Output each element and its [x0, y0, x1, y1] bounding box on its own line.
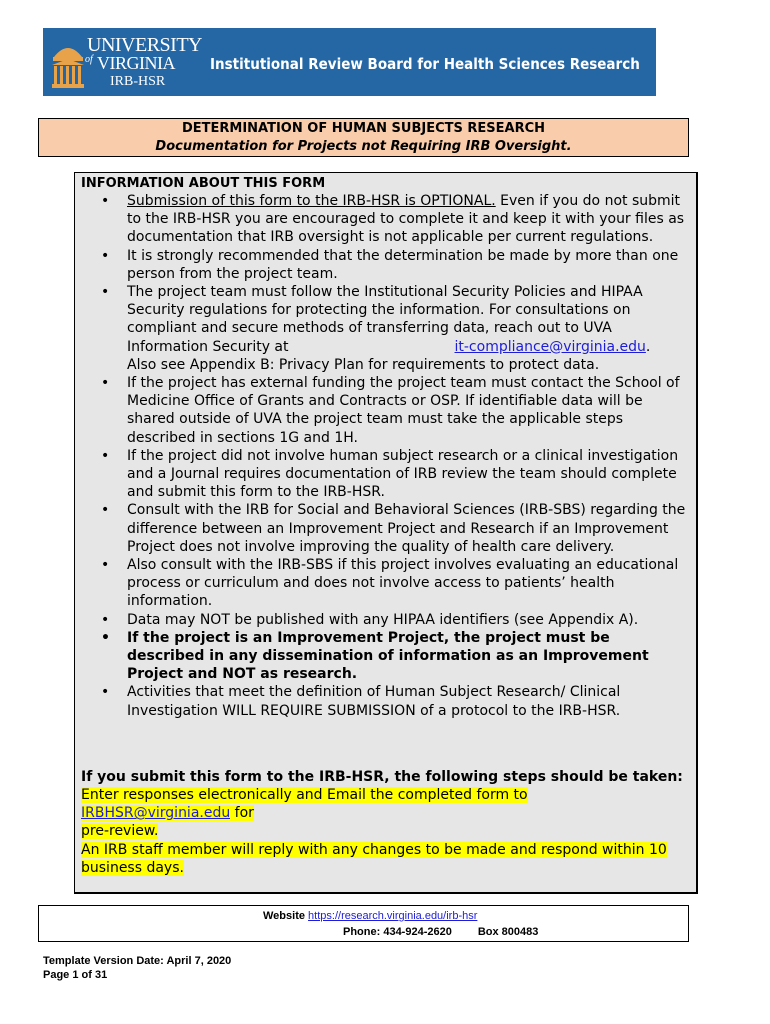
bullet-text: Even if you do not submit to the IRB-HSR you are encouraged to complete it and keep it with your files as documentation that IRB oversight is not applicable per current regulations. — [127, 193, 685, 246]
logo-unit-text: IRB-HSR — [110, 74, 166, 89]
steps-line: pre-review. — [81, 823, 159, 840]
rotunda-icon — [51, 35, 85, 91]
logo-university-text: UNIVERSITY — [87, 34, 202, 56]
irbhsr-email-link[interactable]: IRBHSR@virginia.edu — [81, 805, 231, 822]
footer-website — [263, 909, 477, 923]
uva-logo — [49, 31, 202, 93]
info-heading: INFORMATION ABOUT THIS FORM — [81, 176, 326, 191]
page-number: Page 1 of 31 — [43, 969, 108, 981]
list-item: • It is strongly recommended that the determination be made by more than one person from the project team. — [101, 247, 691, 283]
it-compliance-email-link[interactable]: it-compliance@virginia.edu — [454, 338, 646, 355]
document-subtitle: Documentation for Projects not Requiring IRB Oversight. — [155, 139, 572, 154]
banner-title: Institutional Review Board for Health Sciences Research — [210, 55, 640, 73]
footer-contact — [343, 925, 538, 939]
website-link[interactable]: https://research.virginia.edu/irb-hsr — [308, 910, 478, 922]
steps-heading: If you submit this form to the IRB-HSR, the following steps should be taken: — [81, 769, 683, 785]
document-title: DETERMINATION OF HUMAN SUBJECTS RESEARCH — [181, 121, 546, 136]
document-title-box — [38, 118, 689, 157]
steps-line: Enter responses electronically and Email the completed form to IRBHSR@virginia.edu for — [81, 787, 528, 822]
list-item: • If the project is an Improvement Project, the project must be described in any dissemination of information as an Improvement Project and NOT as research. — [101, 629, 691, 684]
template-version-date: Template Version Date: April 7, 2020 — [43, 955, 232, 967]
header-banner — [43, 28, 656, 96]
list-item: • Also consult with the IRB-SBS if this project involves evaluating an educational process or curriculum and does not involve access to patients’ health information. — [101, 556, 691, 611]
list-item — [101, 192, 691, 247]
document-meta — [43, 954, 231, 982]
info-bullet-list — [101, 192, 691, 720]
submission-steps — [81, 768, 691, 877]
list-item: • If the project did not involve human subject research or a clinical investigation and a Journal requires documentation of IRB review the team should complete and submit this form to the IRB-HSR. — [101, 447, 691, 502]
information-box — [74, 172, 698, 894]
bullet-text: Also see Appendix B: Privacy Plan for requirements to protect data. — [127, 356, 600, 373]
list-item: • Data may NOT be published with any HIPAA identifiers (see Appendix A). — [101, 611, 691, 629]
bullet-text: The project team must follow the Institutional Security Policies and HIPAA Security regulations for protecting the information. For consultations on compliant and secure methods of transferring data, reach out to UVA Information Security at — [127, 284, 643, 355]
steps-line: An IRB staff member will reply with any changes to be made and respond within 10 business days. — [81, 841, 667, 876]
list-item: • Activities that meet the definition of Human Subject Research/ Clinical Investigation WILL REQUIRE SUBMISSION of a protocol to the IRB-HSR. — [101, 683, 691, 719]
logo-of-text: of — [85, 54, 93, 65]
list-item: • The project team must follow the Institutional Security Policies and HIPAA Security regulations for protecting the information. For consultations on compliant and secure methods of transferring data, reach out to UVA Information Security at it-compliance@virginia.edu. Also see Appendix B: Privacy Plan for requirements to protect data. — [101, 283, 691, 374]
box-number: Box 800483 — [477, 926, 539, 938]
list-item: • Consult with the IRB for Social and Behavioral Sciences (IRB-SBS) regarding the difference between an Improvement Project and Research if an Improvement Project does not involve improving the quality of health care delivery. — [101, 501, 691, 556]
phone-number: Phone: 434-924-2620 — [343, 926, 452, 938]
list-item: • If the project has external funding the project team must contact the School of Medicine Office of Grants and Contracts or OSP. If identifiable data will be shared outside of UVA the project team must take the applicable steps described in sections 1G and 1H. — [101, 374, 691, 447]
logo-virginia-text: VIRGINIA — [97, 53, 175, 73]
optional-notice: Submission of this form to the IRB-HSR is OPTIONAL. — [127, 193, 496, 209]
website-label: Website — [263, 910, 305, 922]
contact-footer — [38, 905, 689, 942]
